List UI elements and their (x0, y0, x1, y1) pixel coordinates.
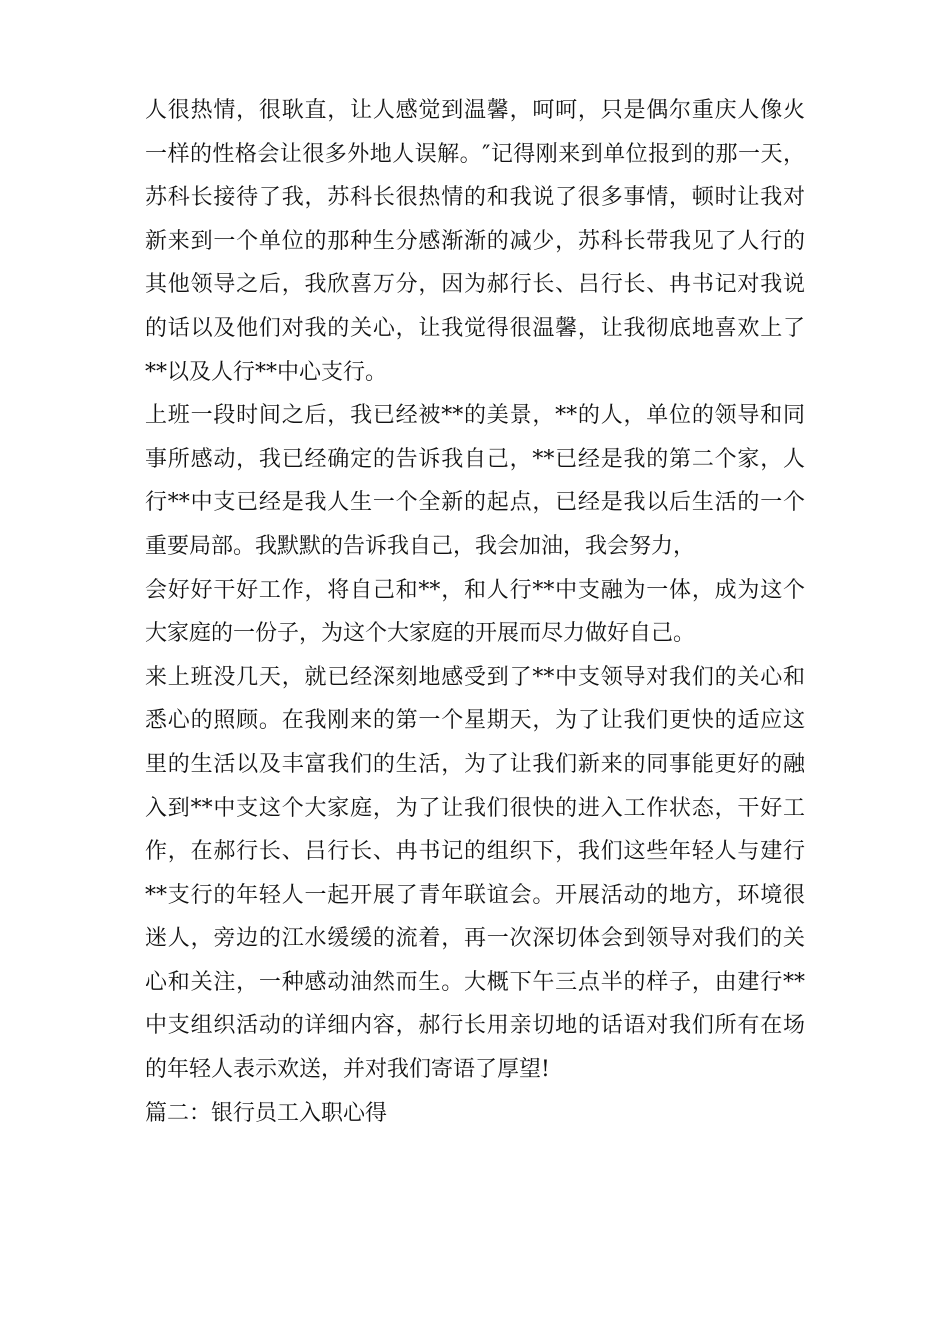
text-line: 作，在郝行长、吕行长、冉书记的组织下，我们这些年轻人与建行 (145, 839, 805, 865)
text-line: 事所感动，我已经确定的告诉我自己，**已经是我的第二个家，人 (145, 446, 805, 472)
text-line: 入到**中支这个大家庭，为了让我们很快的进入工作状态，干好工 (145, 795, 805, 821)
text-line: 上班一段时间之后，我已经被**的美景，**的人，单位的领导和同 (145, 403, 805, 429)
paragraph (145, 89, 805, 394)
text-line: **支行的年轻人一起开展了青年联谊会。开展活动的地方，环境很 (145, 882, 805, 908)
section-heading (145, 1092, 805, 1136)
text-line: 人很热情，很耿直，让人感觉到温馨，呵呵，只是偶尔重庆人像火 (145, 98, 805, 123)
document-body (145, 89, 805, 1135)
text-line: 重要局部。我默默的告诉我自己，我会加油，我会努力， (145, 533, 696, 559)
text-line: 苏科长接待了我，苏科长很热情的和我说了很多事情，顿时让我对 (145, 185, 805, 211)
text-line: 一样的性格会让很多外地人误解。″记得刚来到单位报到的那一天， (145, 141, 805, 167)
text-line: 来上班没几天，就已经深刻地感受到了**中支领导对我们的关心和 (145, 664, 805, 690)
text-line: 大家庭的一份子，为这个大家庭的开展而尽力做好自己。 (145, 621, 696, 647)
section-heading-text: 篇二：银行员工入职心得 (145, 1100, 388, 1126)
text-line: 其他领导之后，我欣喜万分，因为郝行长、吕行长、冉书记对我说 (145, 272, 805, 298)
text-line: 行**中支已经是我人生一个全新的起点，已经是我以后生活的一个 (145, 490, 805, 516)
text-line: 迷人，旁边的江水缓缓的流着，再一次深切体会到领导对我们的关 (145, 926, 805, 952)
text-line: 会好好干好工作，将自己和**，和人行**中支融为一体，成为这个 (145, 577, 805, 603)
text-line: **以及人行**中心支行。 (145, 359, 388, 385)
paragraph (145, 569, 805, 656)
text-line: 的话以及他们对我的关心，让我觉得很温馨，让我彻底地喜欢上了 (145, 315, 805, 341)
paragraph (145, 394, 805, 568)
text-line: 心和关注，一种感动油然而生。大概下午三点半的样子，由建行** (145, 969, 805, 995)
text-line: 中支组织活动的详细内容，郝行长用亲切地的话语对我们所有在场 (145, 1013, 805, 1039)
paragraph (145, 656, 805, 1092)
text-line: 里的生活以及丰富我们的生活，为了让我们新来的同事能更好的融 (145, 751, 805, 777)
text-line: 新来到一个单位的那种生分感渐渐的减少，苏科长带我见了人行的 (145, 228, 805, 254)
text-line: 的年轻人表示欢送，并对我们寄语了厚望! (145, 1057, 550, 1083)
text-line: 悉心的照顾。在我刚来的第一个星期天，为了让我们更快的适应这 (145, 708, 805, 734)
